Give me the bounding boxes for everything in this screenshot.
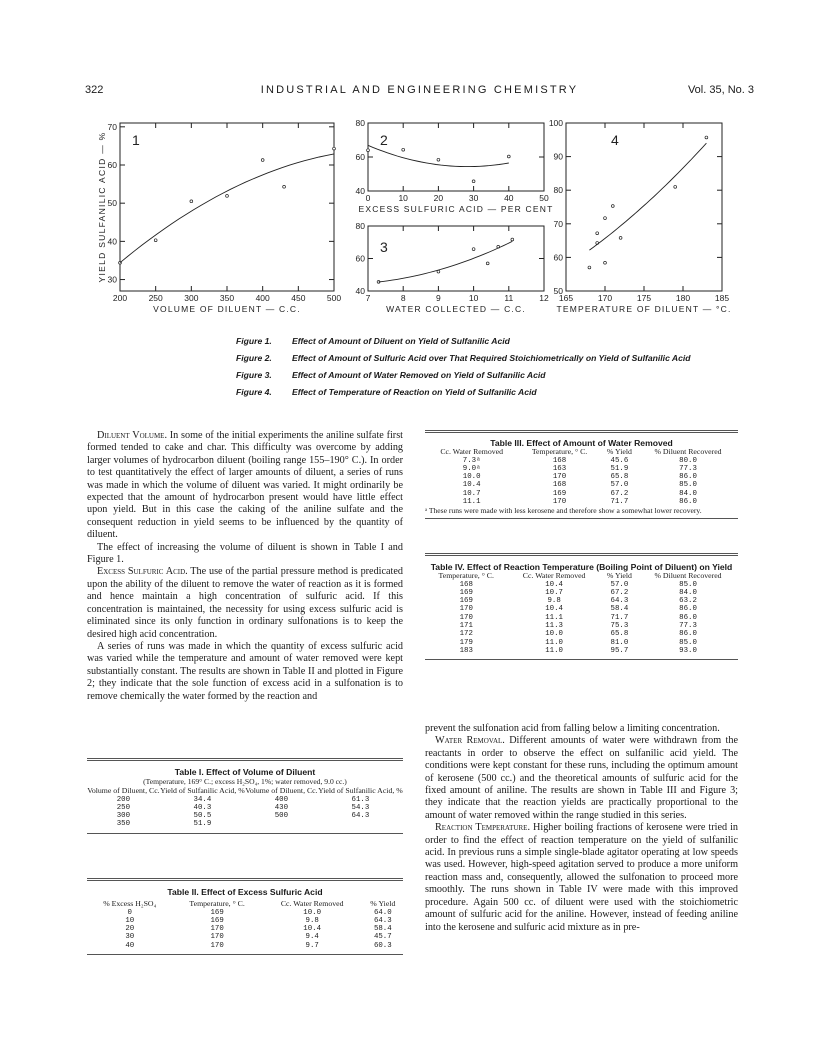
table-rule [425, 659, 738, 660]
table-cell: 57.0 [610, 481, 629, 490]
x-axis-label: VOLUME OF DILUENT — C.C. [153, 304, 301, 314]
y-tick-label: 60 [355, 152, 365, 162]
data-point [437, 158, 440, 161]
caption-text: Effect of Temperature of Reaction on Yield of Sulfanilic Acid [292, 387, 537, 397]
x-tick-label: 175 [636, 293, 652, 303]
x-tick-label: 7 [365, 293, 371, 303]
data-point [619, 237, 622, 240]
paragraph-text: The effect of increasing the volume of diluent is shown in Table I and Figure 1. [87, 541, 403, 566]
table-cell: 169 [210, 916, 224, 925]
table-cell: 40 [125, 941, 135, 950]
panel-number: 1 [132, 132, 140, 148]
journal-title: INDUSTRIAL AND ENGINEERING CHEMISTRY [260, 84, 579, 96]
table-cell: 81.0 [610, 638, 629, 647]
table-row [425, 481, 738, 489]
table-cell: 80.0 [679, 456, 697, 465]
running-header [85, 84, 754, 100]
x-tick-label: 12 [539, 293, 549, 303]
y-tick-label: 60 [553, 252, 563, 263]
table-row [425, 473, 738, 481]
y-tick-label: 40 [107, 236, 117, 247]
paragraph [87, 542, 403, 567]
table-cell: 86.0 [679, 613, 697, 622]
table-row [425, 622, 738, 630]
data-point [588, 266, 591, 269]
table-cell: 11.0 [545, 646, 563, 655]
table-cell: 179 [459, 638, 473, 647]
table-cell: 64.3 [373, 916, 392, 925]
section-lead: Excess Sulfuric Acid. [97, 566, 188, 578]
table-cell: 10.0 [303, 908, 322, 917]
table-row [425, 589, 738, 597]
table-cell: 51.9 [193, 820, 212, 829]
data-point [486, 262, 489, 265]
section-lead: Reaction Temperature. [435, 822, 531, 834]
table-cell: 10.7 [462, 489, 481, 498]
table-row [425, 614, 738, 622]
table-cell: 168 [552, 456, 567, 465]
table-title: Table III. Effect of Amount of Water Removed [490, 438, 673, 448]
paragraph-text: The use of the partial pressure method is predicated upon the ability of the diluent to remove the water of reaction as it is formed and hence maintain a high concentration of sulfuric acid. If this concentration is maintained, the necessity for using excess sulfuric acid is eliminated since its only function in ordinary sulfonations is to keep the desired high acid concentration. [87, 566, 403, 640]
table-cell: 171 [459, 621, 473, 630]
y-axis-label: YIELD SULFANILIC ACID — % [97, 131, 107, 283]
table-cell: 10.4 [545, 605, 563, 614]
paragraph-text: Higher boiling fractions of kerosene were tried in order to find the effect of reaction temperature on the yield of sulfanilic acid. In previous runs a simple single-blade agitator operating at low speeds was used. However, high-speed agitation served to produce a more uniform reaction mass and, consequently, allowed the sulfonation to proceed more smoothly. The runs shown in Table IV were made with this improved procedure. Again 500 cc. of diluent were used with the stoichiometric amount of sulfuric acid for the aniline. However, instead of feeding aniline into the kerosene and sulfuric acid mixture as in pre- [425, 822, 738, 933]
data-point [507, 155, 510, 158]
table-cell: 85.0 [679, 638, 697, 647]
x-axis-label: TEMPERATURE OF DILUENT — °C. [556, 304, 732, 314]
table-row [425, 465, 738, 473]
x-tick-label: 165 [558, 293, 574, 303]
data-point [402, 148, 405, 151]
data-point [596, 232, 599, 235]
table-cell: 11.3 [545, 621, 563, 630]
table-row [425, 457, 738, 465]
table-cell: 85.0 [679, 481, 697, 490]
table-4 [425, 553, 738, 660]
page-number: 322 [85, 84, 104, 96]
y-tick-label: 30 [107, 274, 117, 285]
column-header: % Excess H₂SO₄ [103, 899, 157, 908]
column-header: Yield of Sulfanilic Acid, % [160, 786, 245, 795]
table-cell: 64.3 [610, 597, 629, 606]
table-cell: 95.7 [610, 646, 629, 655]
plot-frame [120, 123, 334, 291]
table-cell: 168 [459, 580, 473, 589]
table-cell: 169 [459, 588, 473, 597]
y-tick-label: 70 [107, 121, 117, 132]
x-tick-label: 350 [219, 293, 235, 303]
section-lead: Water Removal. [435, 735, 505, 747]
table-note: (Temperature, 169° C.; excess H₂SO₄, 1%; water removed, 9.0 cc.) [143, 777, 347, 786]
table-cell: 9.4 [305, 933, 319, 942]
table-1 [87, 758, 403, 834]
table-cell: 64.3 [351, 812, 370, 821]
table-cell: 85.0 [679, 580, 697, 589]
y-tick-label: 100 [548, 118, 563, 128]
table-2-grid [87, 900, 403, 950]
table-cell: 170 [552, 473, 567, 482]
table-cell: 67.2 [610, 489, 629, 498]
section-lead: Diluent Volume. [97, 430, 168, 441]
table-cell: 86.0 [679, 473, 697, 482]
table-cell: 71.7 [610, 497, 629, 506]
table-cell: 67.2 [610, 588, 629, 597]
table-row [87, 942, 403, 950]
column-header: Yield of Sulfanilic Acid, % [318, 786, 403, 795]
figure-2-panel [356, 118, 554, 214]
table-row [425, 597, 738, 605]
body-text-left [87, 430, 403, 703]
panel-number: 2 [380, 132, 388, 148]
table-1-grid [87, 787, 403, 829]
y-tick-label: 60 [355, 253, 365, 264]
table-row [425, 647, 738, 655]
table-rule [87, 833, 403, 834]
x-tick-label: 10 [398, 193, 408, 203]
table-cell: 51.9 [610, 464, 629, 473]
table-cell: 93.0 [679, 646, 697, 655]
table-cell: 170 [210, 925, 224, 934]
table-cell: 10.7 [545, 588, 563, 597]
paragraph [425, 723, 738, 735]
paragraph [425, 735, 738, 822]
x-tick-label: 10 [468, 293, 479, 303]
figure-panels [92, 115, 732, 325]
paragraph [425, 822, 738, 934]
x-tick-label: 180 [675, 293, 691, 303]
table-row [87, 917, 403, 925]
table-cell: 50.5 [193, 812, 212, 821]
data-point [261, 159, 264, 162]
table-cell: 30 [125, 933, 135, 942]
y-tick-label: 50 [107, 198, 117, 209]
y-tick-label: 80 [553, 185, 563, 196]
table-cell: 10.0 [545, 630, 563, 639]
x-axis-label: EXCESS SULFURIC ACID — PER CENT [358, 204, 554, 214]
column-header: % Diluent Recovered [654, 571, 722, 580]
table-cell: 65.8 [610, 473, 629, 482]
table-cell: 169 [210, 908, 224, 917]
table-cell: 9.8 [547, 597, 561, 606]
table-row [87, 933, 403, 941]
x-tick-label: 8 [400, 293, 406, 303]
volume-issue: Vol. 35, No. 3 [687, 84, 754, 96]
paragraph-text: prevent the sulfonation acid from falling below a limiting concentration. [425, 723, 720, 734]
plot-frame [368, 226, 544, 291]
column-header: Temperature, ° C. [189, 899, 245, 908]
table-row [425, 605, 738, 613]
table-cell: 10.4 [545, 580, 563, 589]
table-cell: 84.0 [679, 489, 697, 498]
x-tick-label: 185 [714, 293, 730, 303]
table-row [87, 909, 403, 917]
table-cell [318, 820, 403, 828]
column-header: Cc. Water Removed [522, 571, 586, 580]
table-cell: 84.0 [679, 588, 697, 597]
table-footnote: ᵃ These runs were made with less kerosene and therefore show a somewhat lower recovery. [425, 506, 702, 516]
x-tick-label: 30 [468, 193, 479, 203]
y-tick-label: 50 [553, 286, 563, 296]
y-tick-label: 60 [107, 160, 117, 170]
plot-frame [368, 123, 544, 191]
table-cell: 20 [125, 925, 135, 934]
table-cell: 11.1 [545, 613, 563, 622]
y-tick-label: 90 [553, 151, 563, 162]
x-tick-label: 11 [504, 293, 514, 303]
table-cell: 172 [459, 630, 473, 639]
column-header: Cc. Water Removed [280, 899, 344, 908]
table-rule [87, 954, 403, 955]
data-point [226, 195, 229, 198]
figure-caption [236, 353, 736, 364]
table-cell: 10.4 [462, 481, 481, 490]
data-point [674, 185, 677, 188]
column-header: Volume of Diluent, Cc. [245, 786, 318, 795]
table-title: Table IV. Effect of Reaction Temperature (Boiling Point of Diluent) on Yield [430, 562, 733, 572]
x-tick-label: 0 [365, 193, 371, 203]
data-point [705, 136, 708, 139]
column-header: Cc. Water Removed [440, 447, 503, 456]
panel-number: 3 [380, 239, 388, 255]
fitted-curve [368, 145, 509, 166]
table-cell: 63.2 [679, 597, 697, 606]
column-header: % Yield [606, 571, 632, 580]
y-tick-label: 80 [355, 221, 365, 231]
table-cell: 58.4 [373, 925, 392, 934]
data-point [472, 248, 475, 251]
fitted-curve [589, 143, 706, 250]
table-cell: 168 [552, 481, 567, 490]
table-4-grid [425, 572, 738, 655]
table-cell: 163 [552, 464, 567, 473]
table-cell: 169 [459, 597, 473, 606]
figure-4-panel [549, 118, 732, 314]
column-header: Temperature, ° C. [531, 447, 588, 456]
table-cell: 183 [459, 646, 473, 655]
y-tick-label: 40 [355, 186, 365, 196]
table-3 [425, 430, 738, 519]
table-cell: 0 [127, 908, 132, 917]
figure-caption [236, 370, 736, 381]
figure-1-panel [108, 122, 342, 314]
x-tick-label: 200 [112, 293, 128, 303]
table-cell: 75.3 [610, 621, 629, 630]
table-cell: 430 [274, 803, 289, 812]
table-row [87, 820, 403, 828]
table-row [425, 490, 738, 498]
data-point [472, 180, 475, 183]
table-cell: 200 [116, 795, 131, 804]
table-cell: 57.0 [610, 580, 629, 589]
table-cell: 7.3ᵃ [462, 456, 481, 465]
x-tick-label: 250 [148, 293, 163, 303]
table-cell: 45.6 [610, 456, 629, 465]
data-point [604, 261, 607, 264]
column-header: Temperature, ° C. [438, 571, 494, 580]
data-point [333, 147, 336, 150]
figure-caption [236, 387, 736, 398]
table-cell: 170 [552, 497, 567, 506]
x-tick-label: 170 [597, 293, 613, 303]
table-cell [245, 820, 318, 828]
table-row [425, 639, 738, 647]
table-cell: 170 [210, 933, 224, 942]
table-3-grid [425, 448, 738, 506]
figure-3-panel [356, 221, 549, 314]
data-point [283, 185, 286, 188]
x-tick-label: 400 [255, 293, 270, 303]
y-tick-label: 80 [355, 118, 365, 128]
caption-number: Figure 3. [236, 370, 272, 380]
x-tick-label: 500 [326, 293, 342, 303]
x-tick-label: 300 [184, 293, 199, 303]
x-tick-label: 450 [291, 293, 306, 303]
figure-captions [236, 336, 736, 404]
table-cell: 34.4 [193, 795, 212, 804]
fitted-curve [120, 154, 334, 263]
table-cell: 10.4 [303, 925, 322, 934]
table-row [87, 925, 403, 933]
table-cell: 169 [552, 489, 567, 498]
figure-caption [236, 336, 736, 347]
panel-number: 4 [611, 132, 619, 148]
table-cell: 86.0 [679, 497, 697, 506]
table-cell: 250 [116, 803, 131, 812]
table-row [87, 812, 403, 820]
x-tick-label: 20 [433, 193, 444, 203]
table-cell: 10.0 [462, 473, 481, 482]
table-rule [87, 878, 403, 881]
table-cell: 77.3 [679, 464, 697, 473]
data-point [611, 205, 614, 208]
table-cell: 86.0 [679, 630, 697, 639]
table-row [425, 498, 738, 506]
table-cell: 71.7 [610, 613, 629, 622]
table-rule [87, 758, 403, 761]
data-point [190, 200, 193, 203]
column-header: % Yield [606, 447, 632, 456]
table-rule [425, 430, 738, 433]
table-cell: 170 [210, 941, 224, 950]
caption-text: Effect of Amount of Sulfuric Acid over That Required Stoichiometrically on Yield of Sulfanilic Acid [292, 353, 691, 363]
table-cell: 400 [274, 795, 289, 804]
paragraph-text: In some of the initial experiments the aniline sulfate first formed tended to cake and char. This difficulty was overcome by adding larger volumes of hydrocarbon diluent (boiling range 155–190° C.). In order to test quantitatively the effect of larger amounts of diluent, a series of runs was made in which the volume of diluent was varied. It might ordinarily be expected that the amount of hydrocarbon present would have little effect upon yield. But in this case the caking of the aniline sulfate and the consequent reduction in yield seems to be influenced by the quantity of diluent. [87, 430, 403, 541]
table-cell: 170 [459, 605, 473, 614]
data-point [154, 239, 157, 242]
table-cell: 11.0 [545, 638, 563, 647]
table-cell: 10 [125, 916, 135, 925]
table-rule [425, 518, 738, 519]
table-title: Table I. Effect of Volume of Diluent [174, 767, 316, 777]
table-cell: 9.0ᵃ [462, 464, 481, 473]
paragraph-text: Different amounts of water were withdrawn from the reactants in order to observe the effect on sulfanilic acid yield. The conditions were kept constant for these runs, including the optimum amount of kerosene (500 cc.) and the theoretical amounts of sulfuric acid for the fixed amount of aniline. The results are shown in Table III and Figure 3; they indicate that the reaction yields are practically proportional to the amount of water removed within the range studied in this series. [425, 735, 738, 821]
y-tick-label: 70 [553, 218, 563, 229]
caption-number: Figure 1. [236, 336, 272, 346]
caption-text: Effect of Amount of Diluent on Yield of Sulfanilic Acid [292, 336, 510, 346]
table-row [87, 804, 403, 812]
paragraph [87, 641, 403, 703]
data-point [604, 217, 607, 220]
table-row [87, 796, 403, 804]
table-cell: 65.8 [610, 630, 629, 639]
paragraph-text: A series of runs was made in which the quantity of excess sulfuric acid was varied while the temperature and amount of water removed were kept substantially constant. The results are shown in Table II and plotted in Figure 2; they indicate that the sole function of excess acid in a sulfonation is to remove chemically the water formed by the reaction and [87, 640, 403, 702]
column-header: % Diluent Recovered [654, 447, 722, 456]
x-tick-label: 40 [504, 193, 514, 203]
table-cell: 170 [459, 613, 473, 622]
column-header: Volume of Diluent, Cc. [87, 786, 160, 795]
paragraph [87, 430, 403, 542]
y-tick-label: 40 [355, 286, 365, 296]
table-cell: 61.3 [351, 795, 370, 804]
caption-number: Figure 4. [236, 387, 272, 397]
table-cell: 58.4 [610, 605, 629, 614]
data-point [367, 149, 370, 152]
data-point [511, 238, 514, 241]
column-header: % Yield [370, 899, 396, 908]
table-cell: 64.0 [373, 908, 392, 917]
table-cell: 500 [274, 812, 289, 821]
paragraph [87, 566, 403, 640]
table-cell: 350 [116, 820, 131, 829]
table-cell: 9.7 [305, 941, 319, 950]
table-cell: 40.3 [193, 803, 212, 812]
body-text-right [425, 723, 738, 934]
table-cell: 60.3 [373, 941, 392, 950]
x-axis-label: WATER COLLECTED — C.C. [386, 304, 526, 314]
table-cell: 9.8 [305, 916, 319, 925]
caption-text: Effect of Amount of Water Removed on Yield of Sulfanilic Acid [292, 370, 546, 380]
table-cell: 45.7 [373, 933, 392, 942]
table-2 [87, 878, 403, 955]
caption-number: Figure 2. [236, 353, 272, 363]
x-tick-label: 50 [539, 193, 549, 203]
table-cell: 86.0 [679, 605, 697, 614]
table-row [425, 581, 738, 589]
table-cell: 300 [116, 812, 131, 821]
table-title: Table II. Effect of Excess Sulfuric Acid [167, 887, 323, 897]
table-rule [425, 553, 738, 556]
fitted-curve [379, 241, 513, 282]
table-cell: 77.3 [679, 621, 697, 630]
table-cell: 54.3 [351, 803, 370, 812]
table-row [425, 630, 738, 638]
x-tick-label: 9 [436, 293, 441, 303]
table-cell: 11.1 [462, 497, 481, 506]
